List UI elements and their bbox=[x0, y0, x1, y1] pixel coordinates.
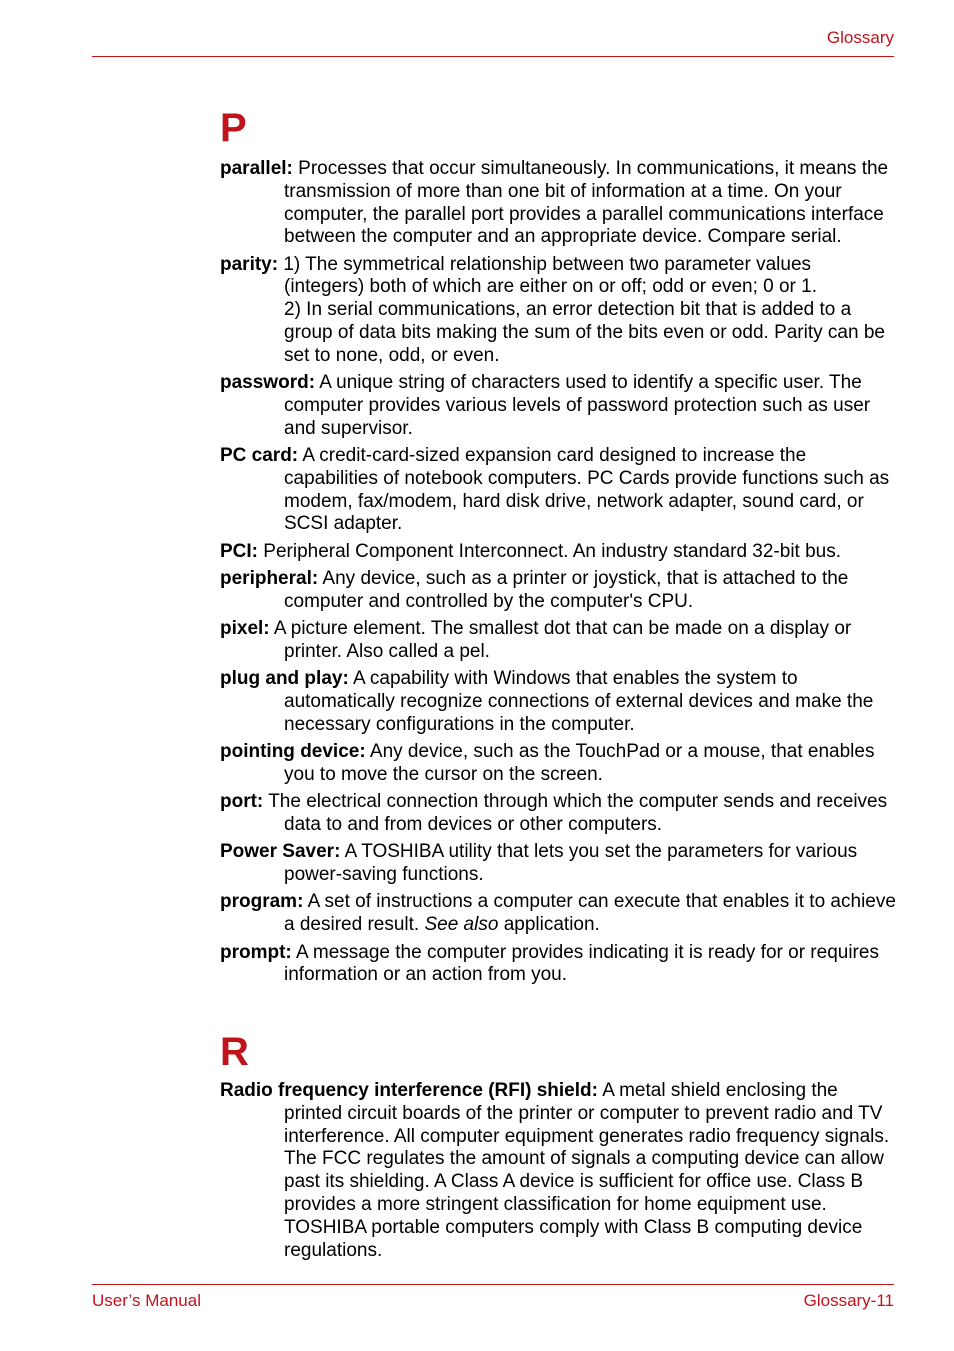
see-also-label: See also bbox=[424, 914, 499, 936]
glossary-entry-prompt bbox=[220, 942, 896, 988]
glossary-entry-pci bbox=[220, 541, 896, 564]
definition: A metal shield enclosing the printed circuit boards of the printer or computer to prevent radio and TV interference. All computer equipment generates radio frequency signals. The FCC regulates the amount of signals a computing device can allow past its shielding. A Class A device is sufficient for office use. Class B provides a more stringent classification for home equipment use. TOSHIBA portable computers comply with Class B computing device regulations. bbox=[284, 1080, 890, 1261]
term: PC card: bbox=[220, 445, 299, 467]
glossary-entry-password bbox=[220, 372, 896, 440]
footer-manual-title: User’s Manual bbox=[92, 1291, 201, 1310]
definition: A message the computer provides indicating it is ready for or requires information or an action from you. bbox=[284, 941, 879, 986]
header-rule bbox=[92, 56, 894, 57]
glossary-entry-power-saver bbox=[220, 841, 896, 887]
glossary-entry-pointing-device bbox=[220, 741, 896, 787]
term: plug and play: bbox=[220, 668, 349, 690]
term: parallel: bbox=[220, 158, 293, 179]
glossary-entry-pixel bbox=[220, 618, 896, 664]
section-letter-r: R bbox=[220, 1030, 249, 1074]
term: peripheral: bbox=[220, 568, 319, 590]
definition-tail: application. bbox=[498, 914, 600, 936]
term: pixel: bbox=[220, 618, 270, 640]
definition: Any device, such as the TouchPad or a mouse, that enables you to move the cursor on the screen. bbox=[284, 741, 875, 785]
section-letter-p: P bbox=[220, 106, 247, 150]
term: PCI: bbox=[220, 540, 258, 562]
term: Power Saver: bbox=[220, 841, 341, 863]
definition: A capability with Windows that enables the system to automatically recognize connections of external devices and make the necessary configurations in the computer. bbox=[284, 668, 874, 735]
definition: The electrical connection through which the computer sends and receives data to and from devices or other computers. bbox=[263, 791, 888, 836]
section-p bbox=[220, 106, 896, 992]
glossary-entry-program bbox=[220, 891, 896, 937]
definition: A credit-card-sized expansion card designed to increase the capabilities of notebook computers. PC Cards provide functions such as modem, fax/modem, hard disk drive, network adapter, sound card, or SCSI adapter. bbox=[284, 445, 890, 535]
glossary-entry-peripheral bbox=[220, 568, 896, 614]
definition: A picture element. The smallest dot that can be made on a display or printer. Also called a pel. bbox=[269, 618, 852, 662]
term: port: bbox=[220, 791, 264, 813]
term: prompt: bbox=[220, 941, 292, 963]
definition: Any device, such as a printer or joystick, that is attached to the computer and controlled by the computer's CPU. bbox=[284, 568, 849, 612]
definition: A set of instructions a computer can execute that enables it to achieve a desired result. bbox=[284, 891, 896, 936]
term: program: bbox=[220, 891, 304, 913]
glossary-entry-plug-and-play bbox=[220, 668, 896, 736]
definition: 1) The symmetrical relationship between two parameter values (integers) both of which are either on or off; odd or even; 0 or 1. bbox=[278, 253, 818, 298]
glossary-entry-port bbox=[220, 791, 896, 837]
glossary-entry-parity bbox=[220, 254, 896, 368]
definition: Processes that occur simultaneously. In communications, it means the transmission of more than one bit of information at a time. On your computer, the parallel port provides a parallel communications interface between the computer and an appropriate device. Compare serial. bbox=[284, 158, 889, 248]
glossary-entry-parallel bbox=[220, 158, 896, 249]
term: Radio frequency interference (RFI) shield: bbox=[220, 1080, 598, 1101]
definition: Peripheral Component Interconnect. An industry standard 32-bit bus. bbox=[258, 540, 842, 562]
term: parity: bbox=[220, 253, 279, 275]
footer-page-number: Glossary-11 bbox=[803, 1291, 894, 1310]
definition: A TOSHIBA utility that lets you set the parameters for various power-saving functions. bbox=[284, 841, 858, 886]
running-header-section: Glossary bbox=[826, 28, 894, 47]
glossary-entry-pc-card bbox=[220, 445, 896, 536]
term: pointing device: bbox=[220, 741, 366, 763]
glossary-entry-rfi-shield bbox=[220, 1080, 896, 1262]
section-r bbox=[220, 1030, 896, 1267]
definition-part-2: 2) In serial communications, an error detection bit that is added to a group of data bits making the sum of the bits even or odd. Parity can be set to none, odd, or even. bbox=[284, 299, 885, 366]
term: password: bbox=[220, 372, 316, 394]
definition: A unique string of characters used to identify a specific user. The computer provides various levels of password protection such as user and supervisor. bbox=[284, 372, 871, 439]
footer-rule bbox=[92, 1284, 894, 1285]
